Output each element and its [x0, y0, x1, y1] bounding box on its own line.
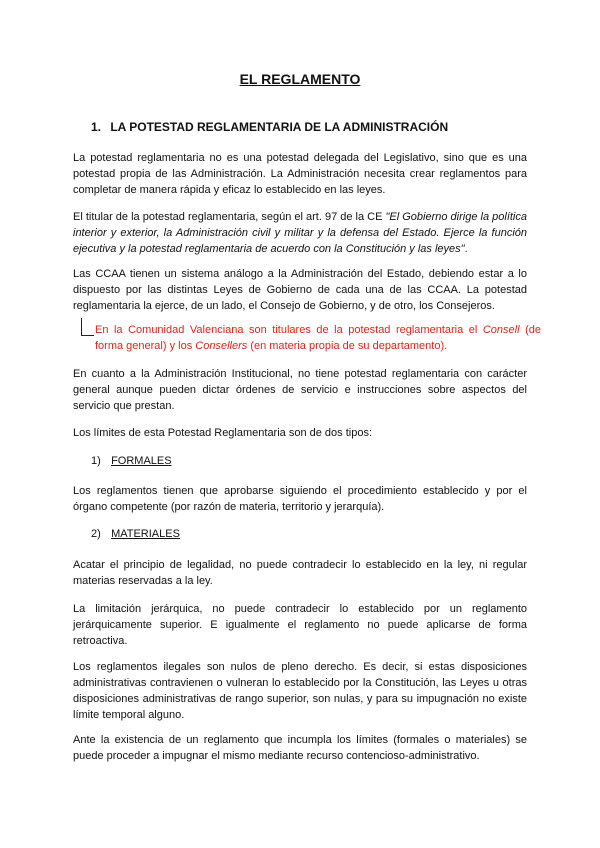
paragraph-ilegales: Los reglamentos ilegales son nulos de pleno derecho. Es decir, si estas disposiciones administrativas contravienen o vulneran lo establecido por la Constitución, las Leyes u otras disposiciones administrativas de rango superior, son nulas, y para su impugnación no existe límite temporal alguno.	[73, 661, 527, 721]
titular-end: .	[464, 243, 468, 255]
note-part1: En la Comunidad Valenciana son titulares de la potestad reglamentaria el	[95, 324, 483, 336]
note-consellers: Consellers	[195, 340, 248, 352]
paragraph-legalidad: Acatar el principio de legalidad, no puede contradecir lo establecido en la ley, ni regular materias reservadas a la ley.	[73, 559, 527, 587]
section-title: LA POTESTAD REGLAMENTARIA DE LA ADMINISTRACIÓN	[110, 120, 449, 134]
paragraph-formales: Los reglamentos tienen que aprobarse siguiendo el procedimiento establecido y por el órgano competente (por razón de materia, territorio y jerarquía).	[73, 485, 527, 513]
note-part2: (de forma general) y los	[95, 324, 541, 352]
section-number: 1.	[91, 120, 102, 134]
limit-label: FORMALES	[111, 455, 172, 467]
paragraph-potestad-propia: La potestad reglamentaria no es una potestad delegada del Legislativo, sino que es una potestad propia de las Administración. La Administración necesita crear reglamentos para completar de manera rápida y eficaz lo establecido en las leyes.	[73, 152, 527, 196]
document-title: EL REGLAMENTO	[239, 71, 361, 87]
paragraph-impugnacion: Ante la existencia de un reglamento que incumpla los límites (formales o materiales) se puede proceder a impugnar el mismo mediante recurso contencioso-administrativo.	[73, 734, 527, 762]
note-part3: (en materia propia de su departamento).	[247, 340, 448, 352]
paragraph-ccaa: Las CCAA tienen un sistema análogo a la Administración del Estado, debiendo estar a lo dispuesto por las distintas Leyes de Gobierno de cada una de las CCAA. La potestad reglamentaria la ejerce, de un lado, el Consejo de Gobierno, y de otro, los Consejeros.	[73, 268, 527, 312]
paragraph-jerarquica: La limitación jerárquica, no puede contradecir lo establecido por un reglamento jerárquicamente superior. E igualmente el reglamento no puede aplicarse de forma retroactiva.	[73, 603, 527, 647]
paragraph-limites: Los límites de esta Potestad Reglamentaria son de dos tipos:	[73, 427, 373, 439]
note-comunidad-valenciana	[81, 322, 541, 354]
limit-number: 2)	[91, 528, 101, 540]
paragraph-titular	[73, 209, 527, 257]
constitution-quote: "El Gobierno dirige la política interior y exterior, la Administración civil y militar y la defensa del Estado. Ejerce la función ejecutiva y la potestad reglamentaria de acuerdo con la Constitución y las leyes"	[73, 211, 527, 255]
paragraph-institucional: En cuanto a la Administración Institucional, no tiene potestad reglamentaria con carácter general aunque pueden dictar órdenes de servicio e instrucciones sobre aspectos del servicio que prestan.	[73, 368, 527, 412]
titular-intro: El titular de la potestad reglamentaria, según el art. 97 de la CE	[73, 211, 386, 223]
section-heading	[91, 120, 448, 134]
note-consell: Consell	[482, 324, 520, 336]
limit-materiales-heading	[91, 528, 180, 540]
limit-formales-heading	[91, 455, 172, 467]
limit-label: MATERIALES	[111, 528, 180, 540]
limit-number: 1)	[91, 455, 101, 467]
